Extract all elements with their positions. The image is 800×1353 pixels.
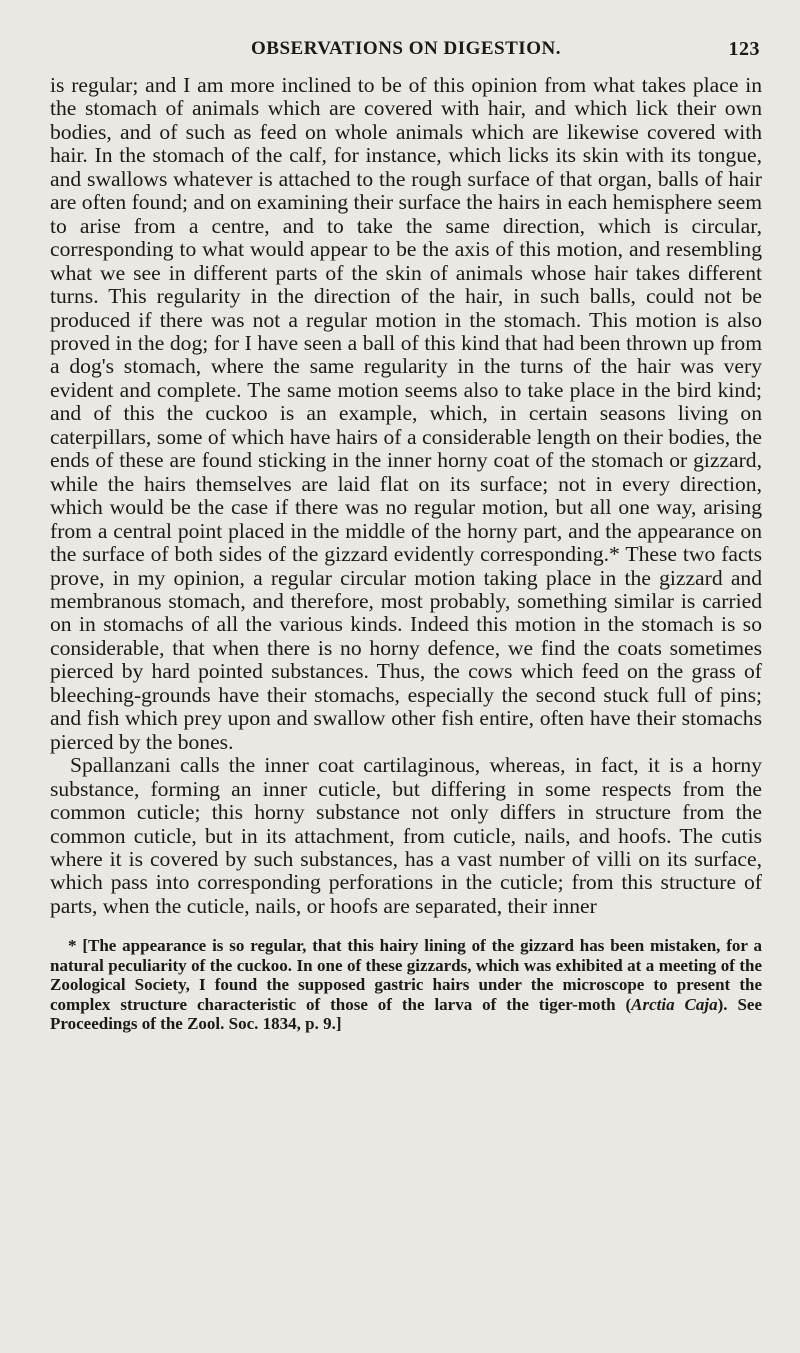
body-text bbox=[50, 74, 762, 918]
running-title: OBSERVATIONS ON DIGESTION. bbox=[251, 38, 561, 59]
footnote-species-name: Arctia Caja bbox=[631, 994, 718, 1014]
footnote-text-end: ). See Proceedings of the Zool. Soc. 1834, p. 9.] bbox=[50, 994, 762, 1033]
running-head bbox=[50, 36, 762, 66]
paragraph-spallanzani: Spallanzani calls the inner coat cartilaginous, whereas, in fact, it is a horny substance, forming an inner cuticle, but differing in some respects from the common cuticle; this horny substance not only differs in structure from the common cuticle, but in its attachment, from cuticle, nails, and hoofs. The cutis where it is covered by such substances, has a vast number of villi on its surface, which pass into corresponding perforations in the cuticle; from this structure of parts, when the cuticle, nails, or hoofs are separated, their inner bbox=[50, 753, 762, 918]
footnote bbox=[50, 936, 762, 1033]
paragraph-continued: is regular; and I am more inclined to be of this opinion from what takes place in the stomach of animals which are covered with hair, and which lick their own bodies, and of such as feed on whole animals which are likewise covered with hair. In the stomach of the calf, for instance, which licks its skin with its tongue, and swallows whatever is attached to the rough surface of that organ, balls of hair are often found; and on examining their surface the hairs in each hemisphere seem to arise from a centre, and to take the same direction, which is circular, corresponding to what would appear to be the axis of this motion, and resembling what we see in different parts of the skin of animals whose hair takes different turns. This regularity in the direction of the hair, in such balls, could not be produced if there was not a regular motion in the stomach. This motion is also proved in the dog; for I have seen a ball of this kind that had been thrown up from a dog's stomach, where the same regularity in the turns of the hair was very evident and complete. The same motion seems also to take place in the bird kind; and of this the cuckoo is an example, which, in certain seasons living on caterpillars, some of which have hairs of a considerable length on their bodies, the ends of these are found sticking in the inner horny coat of the stomach or gizzard, while the hairs themselves are laid flat on its surface; not in every direction, which would be the case if there was no regular motion, but all one way, arising from a central point placed in the middle of the horny part, and the appearance on the surface of both sides of the gizzard evidently corresponding.* These two facts prove, in my opinion, a regular circular motion taking place in the gizzard and membranous stomach, and therefore, most probably, something similar is carried on in stomachs of all the various kinds. Indeed this motion in the stomach is so considerable, that when there is no horny defence, we find the coats sometimes pierced by hard pointed substances. Thus, the cows which feed on the grass of bleeching-grounds have their stomachs, especially the second stuck full of pins; and fish which prey upon and swallow other fish entire, often have their stomachs pierced by the bones. bbox=[50, 73, 762, 754]
book-page bbox=[50, 36, 762, 1033]
footnote-text-start: * [The appearance is so regular, that this hairy lining of the gizzard has been mistaken, for a natural peculiarity of the cuckoo. In one of these gizzards, which was exhibited at a meeting of the Zoological Society, I found the supposed gastric hairs under the microscope to present the complex structure characteristic of those of the larva of the tiger-moth ( bbox=[50, 936, 762, 1014]
page-number: 123 bbox=[728, 38, 760, 60]
